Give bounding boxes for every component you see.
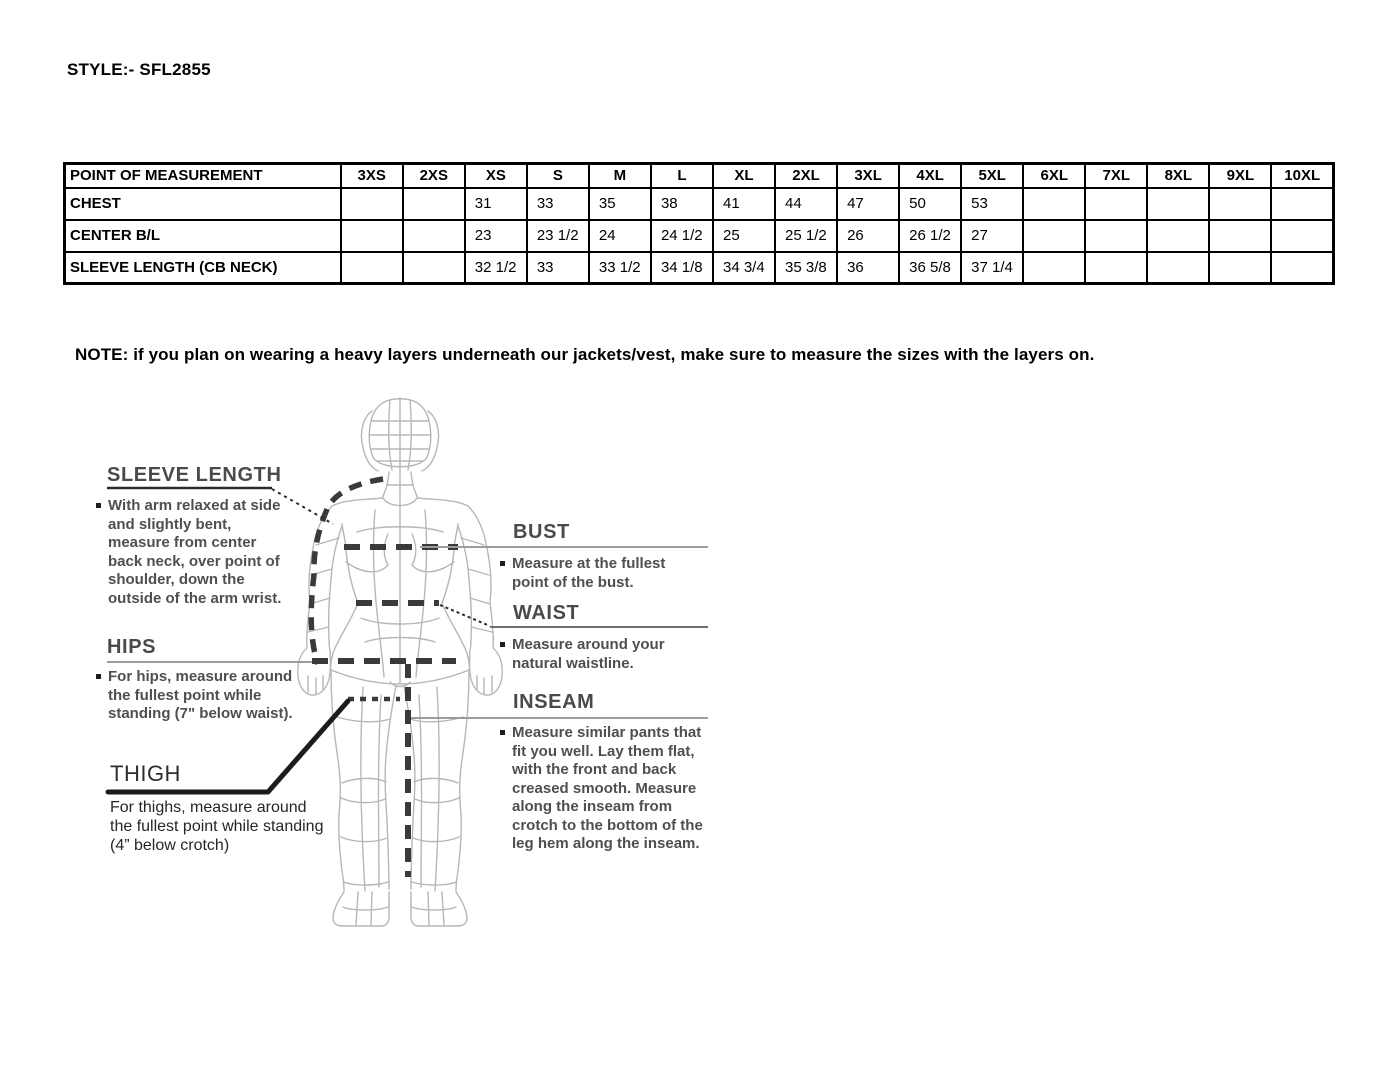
measurement-row bbox=[65, 188, 1334, 220]
header-size-xl: XL bbox=[713, 164, 775, 188]
header-size-9xl: 9XL bbox=[1209, 164, 1271, 188]
value-cell: 34 1/8 bbox=[651, 252, 713, 284]
header-size-l: L bbox=[651, 164, 713, 188]
bullet-icon bbox=[500, 642, 505, 647]
value-cell: 23 1/2 bbox=[527, 220, 589, 252]
header-size-2xs: 2XS bbox=[403, 164, 465, 188]
value-cell bbox=[1209, 220, 1271, 252]
header-size-4xl: 4XL bbox=[899, 164, 961, 188]
inseam-description: Measure similar pants that fit you well. Lay them flat, with the front and back creased smooth. Measure along the inseam from crotch to the bottom of the leg hem along the inseam. bbox=[500, 724, 708, 854]
value-cell bbox=[403, 188, 465, 220]
value-cell bbox=[1085, 220, 1147, 252]
bullet-icon bbox=[96, 503, 101, 508]
value-cell bbox=[403, 220, 465, 252]
header-size-8xl: 8XL bbox=[1147, 164, 1209, 188]
value-cell bbox=[1023, 220, 1085, 252]
header-size-s: S bbox=[527, 164, 589, 188]
value-cell: 37 1/4 bbox=[961, 252, 1023, 284]
value-cell: 33 bbox=[527, 188, 589, 220]
sleeve-length-title: SLEEVE LENGTH bbox=[107, 464, 282, 486]
header-size-2xl: 2XL bbox=[775, 164, 837, 188]
value-cell: 23 bbox=[465, 220, 527, 252]
bust-description: Measure at the fullest point of the bust. bbox=[500, 555, 690, 592]
value-cell: 35 3/8 bbox=[775, 252, 837, 284]
header-size-5xl: 5XL bbox=[961, 164, 1023, 188]
header-size-7xl: 7XL bbox=[1085, 164, 1147, 188]
waist-description: Measure around your natural waistline. bbox=[500, 636, 685, 673]
value-cell: 33 1/2 bbox=[589, 252, 651, 284]
value-cell bbox=[1271, 252, 1333, 284]
value-cell bbox=[341, 188, 403, 220]
waist-title: WAIST bbox=[513, 602, 580, 624]
value-cell bbox=[403, 252, 465, 284]
header-point-of-measurement: POINT OF MEASUREMENT bbox=[65, 164, 341, 188]
size-chart-table bbox=[63, 162, 1335, 285]
bullet-icon bbox=[500, 561, 505, 566]
value-cell bbox=[341, 252, 403, 284]
header-size-m: M bbox=[589, 164, 651, 188]
value-cell bbox=[1085, 252, 1147, 284]
value-cell: 47 bbox=[837, 188, 899, 220]
figure-legs-outline bbox=[331, 670, 469, 926]
sleeve-length-description: With arm relaxed at side and slightly bent, measure from center back neck, over point of shoulder, down the outside of the arm wrist. bbox=[96, 497, 288, 608]
value-cell bbox=[1147, 188, 1209, 220]
value-cell: 26 bbox=[837, 220, 899, 252]
bust-title: BUST bbox=[513, 521, 570, 543]
header-size-10xl: 10XL bbox=[1271, 164, 1333, 188]
bullet-icon bbox=[96, 674, 101, 679]
measurement-row bbox=[65, 252, 1334, 284]
value-cell: 24 1/2 bbox=[651, 220, 713, 252]
value-cell: 36 5/8 bbox=[899, 252, 961, 284]
value-cell bbox=[1271, 188, 1333, 220]
measurement-note: NOTE: if you plan on wearing a heavy layers underneath our jackets/vest, make sure to measure the sizes with the layers on. bbox=[75, 345, 1095, 364]
size-chart-body bbox=[65, 188, 1334, 284]
value-cell: 31 bbox=[465, 188, 527, 220]
size-chart-header-row bbox=[65, 164, 1334, 188]
value-cell: 25 bbox=[713, 220, 775, 252]
value-cell: 34 3/4 bbox=[713, 252, 775, 284]
header-size-6xl: 6XL bbox=[1023, 164, 1085, 188]
value-cell bbox=[1023, 252, 1085, 284]
header-size-3xl: 3XL bbox=[837, 164, 899, 188]
hips-title: HIPS bbox=[107, 636, 157, 658]
figure-right-arm bbox=[458, 506, 502, 695]
row-label-cell: SLEEVE LENGTH (CB NECK) bbox=[65, 252, 341, 284]
header-size-xs: XS bbox=[465, 164, 527, 188]
value-cell bbox=[1271, 220, 1333, 252]
inseam-title: INSEAM bbox=[513, 691, 595, 713]
header-size-3xs: 3XS bbox=[341, 164, 403, 188]
value-cell: 35 bbox=[589, 188, 651, 220]
figure-legs-mesh bbox=[337, 687, 463, 925]
value-cell bbox=[341, 220, 403, 252]
value-cell bbox=[1023, 188, 1085, 220]
row-label-cell: CENTER B/L bbox=[65, 220, 341, 252]
measurement-diagram bbox=[80, 385, 740, 975]
value-cell: 24 bbox=[589, 220, 651, 252]
value-cell: 32 1/2 bbox=[465, 252, 527, 284]
value-cell bbox=[1147, 252, 1209, 284]
value-cell: 33 bbox=[527, 252, 589, 284]
value-cell: 50 bbox=[899, 188, 961, 220]
row-label-cell: CHEST bbox=[65, 188, 341, 220]
figure-head bbox=[361, 398, 438, 472]
thigh-description: For thighs, measure around the fullest point while standing (4” below crotch) bbox=[110, 799, 324, 854]
value-cell bbox=[1209, 188, 1271, 220]
value-cell: 41 bbox=[713, 188, 775, 220]
value-cell: 26 1/2 bbox=[899, 220, 961, 252]
value-cell bbox=[1209, 252, 1271, 284]
thigh-title: THIGH bbox=[110, 761, 181, 786]
value-cell: 38 bbox=[651, 188, 713, 220]
value-cell bbox=[1147, 220, 1209, 252]
value-cell: 36 bbox=[837, 252, 899, 284]
bullet-icon bbox=[500, 730, 505, 735]
value-cell: 27 bbox=[961, 220, 1023, 252]
measurement-row bbox=[65, 220, 1334, 252]
value-cell: 44 bbox=[775, 188, 837, 220]
value-cell: 25 1/2 bbox=[775, 220, 837, 252]
value-cell: 53 bbox=[961, 188, 1023, 220]
hips-description: For hips, measure around the fullest point while standing (7" below waist). bbox=[96, 668, 294, 724]
style-number-title: STYLE:- SFL2855 bbox=[67, 60, 211, 79]
value-cell bbox=[1085, 188, 1147, 220]
